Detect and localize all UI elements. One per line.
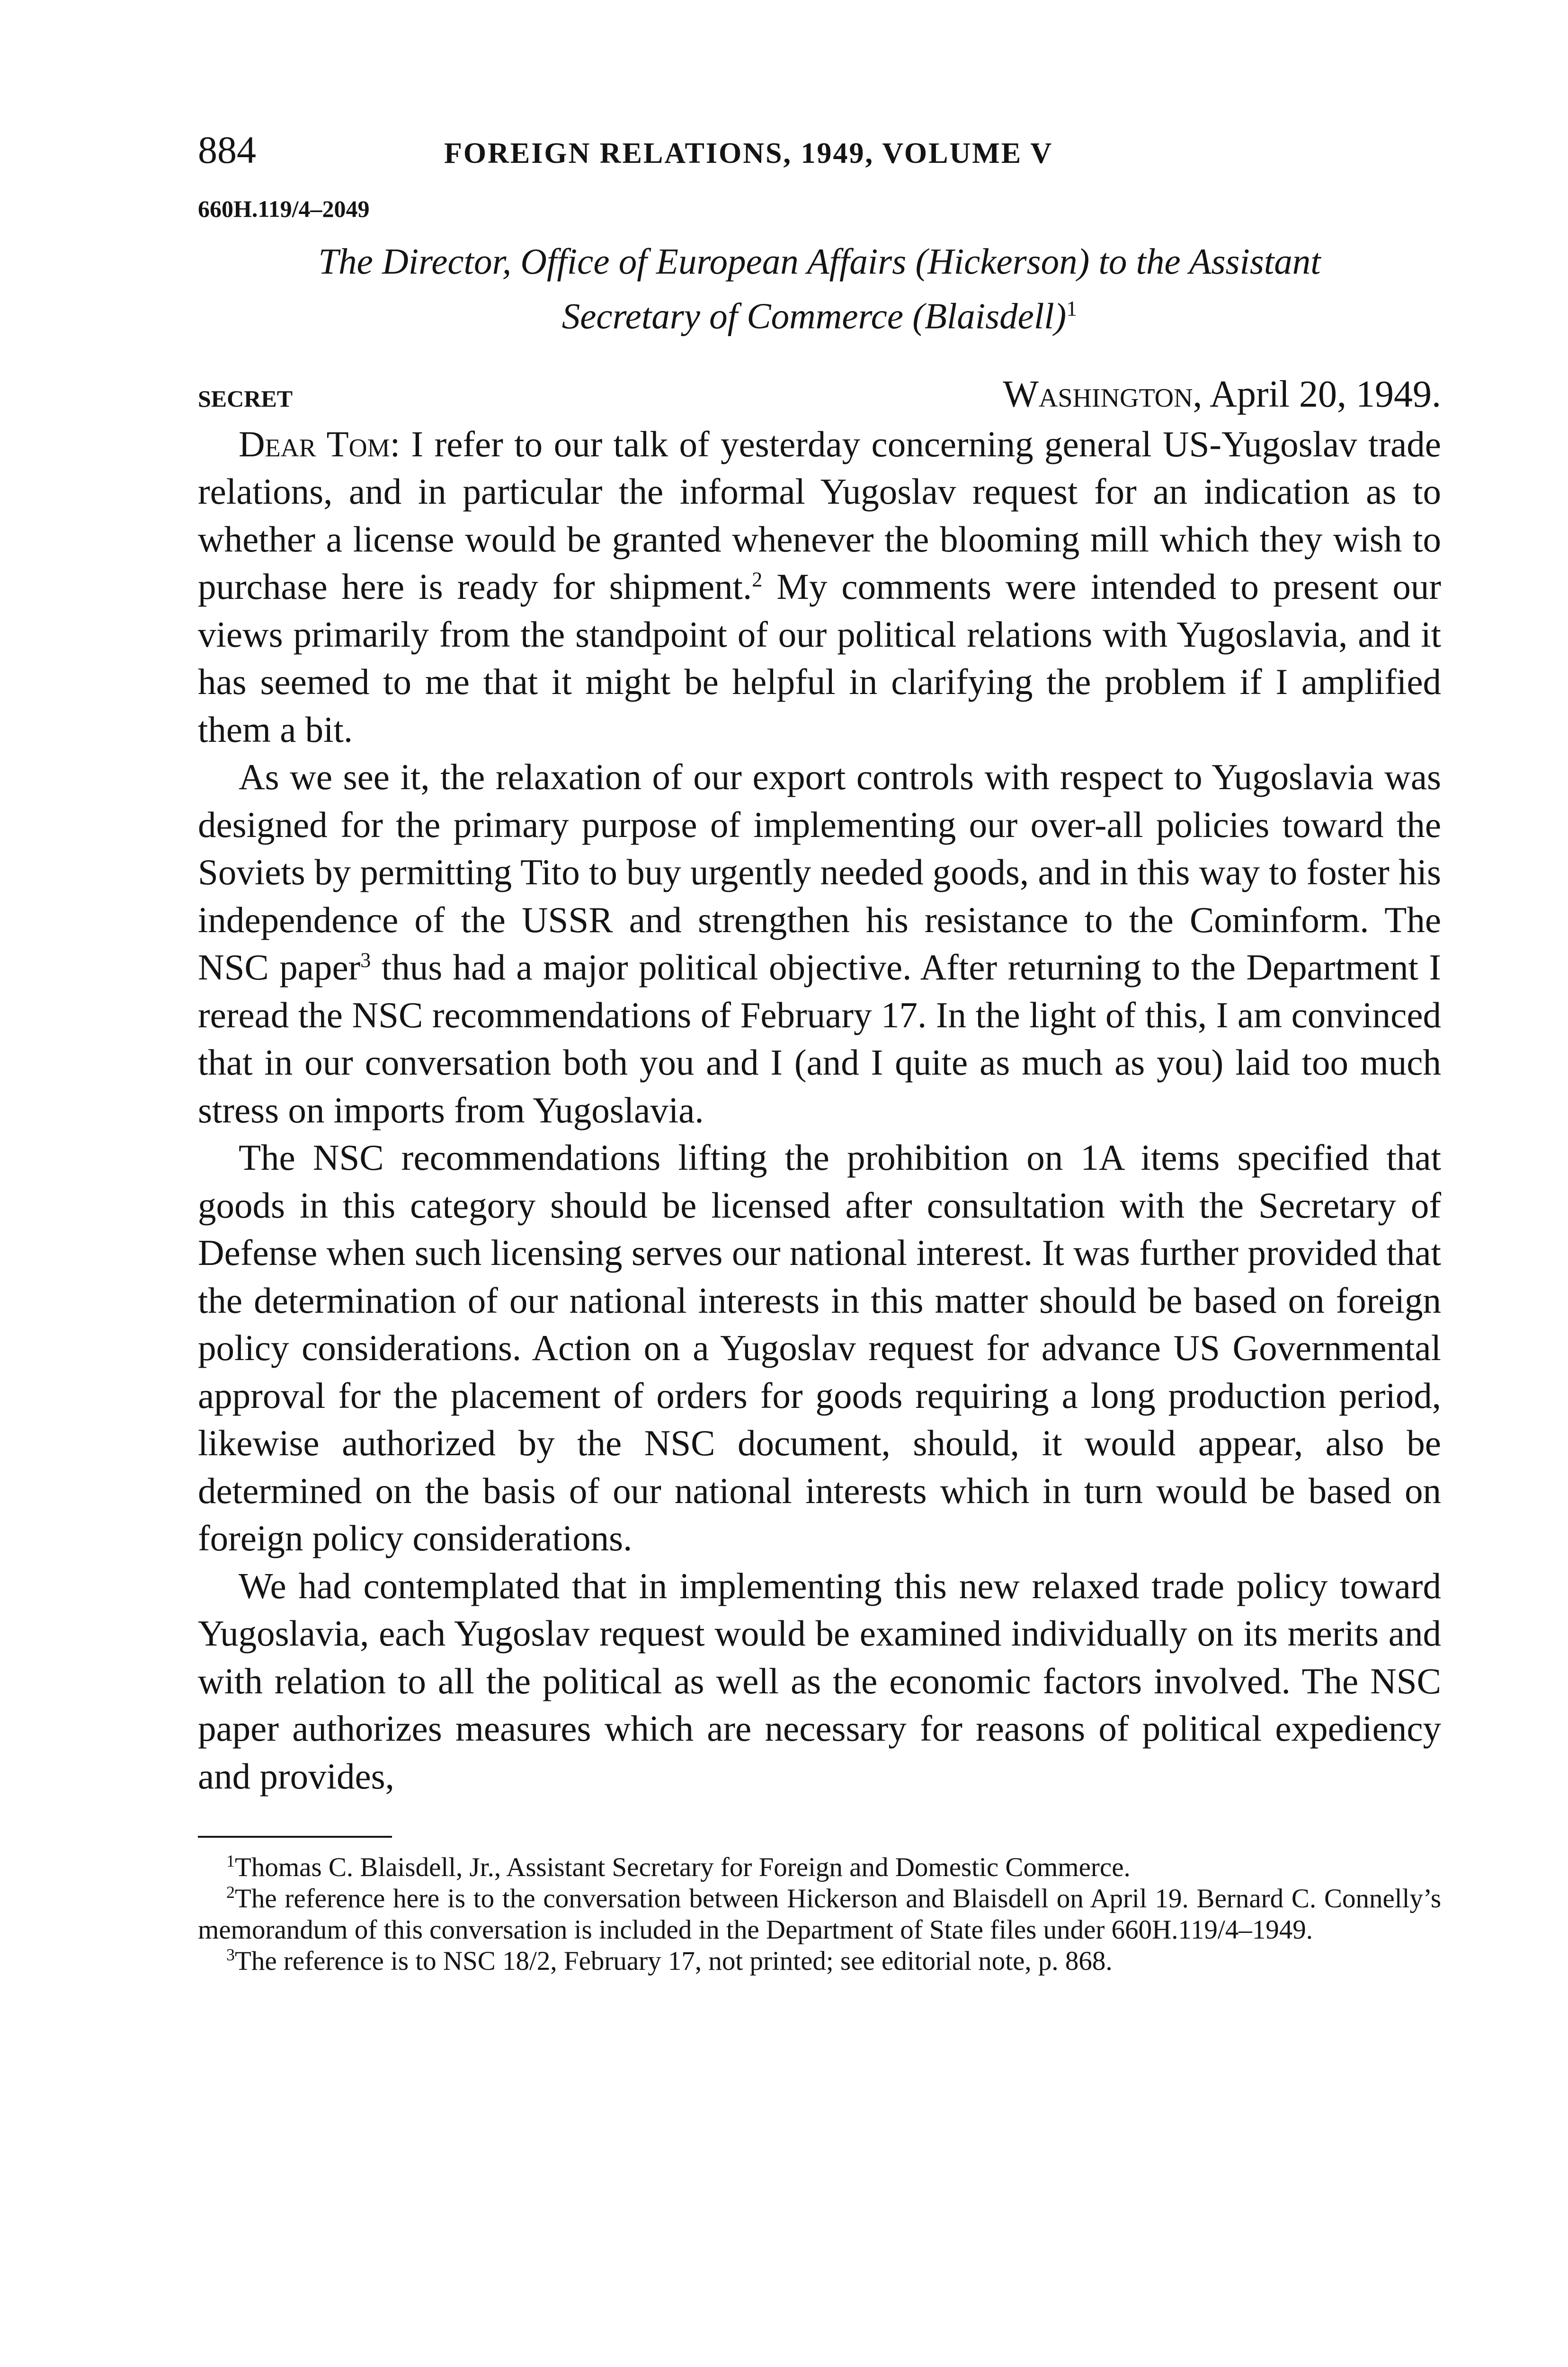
paragraph-4: We had contemplated that in implementing this new relaxed trade policy toward Yugoslavia, each Yugoslav request would be examined individually on its merits and with relation to all the political as well as the economic factors involved. The NSC paper authorizes measures which are necessary for reasons of political expediency and provides, [198, 1565, 1441, 1797]
document-page [198, 128, 1441, 1977]
paragraph-1-text-a: : I refer to our talk of yesterday concerning general US-Yugoslav trade relations, and in particular the informal Yugoslav request for an indication as to whether a license would be granted whenever the blooming mill which they wish to purchase here is ready for shipment. [198, 423, 1441, 607]
running-head [198, 128, 1441, 180]
footnote-1-text: Thomas C. Blaisdell, Jr., Assistant Secretary for Foreign and Domestic Commerce. [235, 1852, 1131, 1883]
letter-body [198, 420, 1441, 1800]
paragraph-2 [198, 753, 1441, 1134]
footnote-2-marker: 2 [226, 1883, 235, 1902]
paragraph-2-text-a: As we see it, the relaxation of our export controls with respect to Yugoslavia was designed for the primary purpose of implementing our over-all policies toward the Soviets by permitting Tito to buy urgently needed goods, and in this way to foster his independence of the USSR and strengthen his resistance to the Cominform. The NSC paper [198, 756, 1441, 988]
footnote-3-marker: 3 [226, 1945, 235, 1965]
place-date [1003, 373, 1441, 416]
footnotes [198, 1852, 1441, 1977]
footnote-ref-1: 1 [1066, 296, 1078, 320]
footnote-3-text: The reference is to NSC 18/2, February 17, not printed; see editorial note, p. 868. [235, 1946, 1113, 1976]
footnote-divider [198, 1836, 392, 1838]
footnote-2-text: The reference here is to the conversation between Hickerson and Blaisdell on April 19. Bernard C. Connelly’s memorandum of this conversation is included in the Department of State files under 660H.119/4–1949. [198, 1884, 1441, 1945]
footnote-1-marker: 1 [226, 1851, 235, 1871]
date: , April 20, 1949. [1193, 373, 1441, 415]
dateline [198, 373, 1441, 420]
footnote-ref-3: 3 [360, 948, 371, 972]
document-title-line1: The Director, Office of European Affairs (Hickerson) to the Assistant [318, 241, 1321, 282]
footnote-3 [198, 1946, 1441, 1977]
paragraph-1 [198, 420, 1441, 754]
document-title [198, 238, 1441, 340]
footnote-ref-2: 2 [752, 568, 763, 591]
salutation: Dear Tom [239, 423, 390, 464]
paragraph-2-text-b: thus had a major political objective. After returning to the Department I reread the NSC recommendations of February 17. In the light of this, I am convinced that in our conversation both you and I (and I quite as much as you) laid too much stress on imports from Yugoslavia. [198, 947, 1441, 1130]
footnote-2 [198, 1883, 1441, 1946]
place: Washington [1003, 373, 1193, 415]
paragraph-1-text-b: My comments were intended to present our views primarily from the standpoint of our political relations with Yugoslavia, and it has seemed to me that it might be helpful in clarifying the problem if I amplified them a bit. [198, 566, 1441, 750]
document-title-line2 [198, 285, 1441, 340]
file-number: 660H.119/4–2049 [198, 196, 370, 222]
document-title-line2-text: Secretary of Commerce (Blaisdell) [561, 295, 1067, 337]
footnote-1 [198, 1852, 1441, 1883]
page-number: 884 [198, 128, 256, 171]
paragraph-3: The NSC recommendations lifting the prohibition on 1A items specified that goods in this category should be licensed after consultation with the Secretary of Defense when such licensing serves our national interest. It was further provided that the determination of our national interests in this matter should be based on foreign policy considerations. Action on a Yugoslav request for advance US Governmental approval for the placement of orders for goods requiring a long production period, likewise authorized by the NSC document, should, it would appear, also be determined on the basis of our national interests which in turn would be based on foreign policy considerations. [198, 1137, 1441, 1559]
running-title: FOREIGN RELATIONS, 1949, VOLUME V [444, 137, 1053, 169]
classification-marking: SECRET [198, 385, 293, 412]
